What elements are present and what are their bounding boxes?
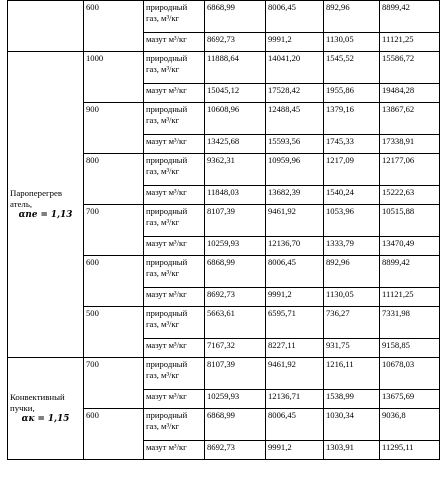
value-cell: 10959,96 <box>266 154 324 186</box>
value-cell: 1745,33 <box>324 135 380 154</box>
value-cell: 1130,05 <box>324 33 380 52</box>
value-cell: 8107,39 <box>205 358 266 390</box>
value-cell: 5663,61 <box>205 307 266 339</box>
value-cell: 1333,79 <box>324 237 380 256</box>
value-cell: 931,75 <box>324 339 380 358</box>
value-cell: 12136,71 <box>266 390 324 409</box>
value-cell: 9991,2 <box>266 441 324 460</box>
value-cell: 7331,98 <box>380 307 440 339</box>
value-cell: 13675,69 <box>380 390 440 409</box>
value-cell: 9461,92 <box>266 205 324 237</box>
value-cell: 8899,42 <box>380 256 440 288</box>
value-cell: 10259,93 <box>205 237 266 256</box>
value-cell: 12488,45 <box>266 103 324 135</box>
table-row <box>8 52 440 84</box>
section-coefficient: αпе = 1,13 <box>18 210 73 220</box>
fuel-label: мазут м³/кг <box>144 186 205 205</box>
value-cell: 8692,73 <box>205 33 266 52</box>
table-row <box>8 1 440 33</box>
fuel-label: мазут м³/кг <box>144 339 205 358</box>
value-cell: 11888,64 <box>205 52 266 84</box>
value-cell: 1030,34 <box>324 409 380 441</box>
value-cell: 1303,91 <box>324 441 380 460</box>
fuel-label: мазут м³/кг <box>144 237 205 256</box>
value-cell: 13470,49 <box>380 237 440 256</box>
value-cell: 8107,39 <box>205 205 266 237</box>
section-name-cell <box>8 1 84 52</box>
value-cell: 9991,2 <box>266 33 324 52</box>
value-cell: 8227,11 <box>266 339 324 358</box>
value-cell: 8692,73 <box>205 441 266 460</box>
fuel-label: природный газ, м³/кг <box>144 358 205 390</box>
temperature-cell: 700 <box>84 205 144 256</box>
temperature-cell: 600 <box>84 409 144 460</box>
value-cell: 6868,99 <box>205 256 266 288</box>
value-cell: 7167,32 <box>205 339 266 358</box>
value-cell: 8899,42 <box>380 1 440 33</box>
value-cell: 1955,86 <box>324 84 380 103</box>
value-cell: 1545,52 <box>324 52 380 84</box>
value-cell: 11295,11 <box>380 441 440 460</box>
temperature-cell: 800 <box>84 154 144 205</box>
value-cell: 9991,2 <box>266 288 324 307</box>
section-name-cell <box>8 52 84 358</box>
value-cell: 14041,20 <box>266 52 324 84</box>
value-cell: 8692,73 <box>205 288 266 307</box>
temperature-cell: 500 <box>84 307 144 358</box>
value-cell: 13425,68 <box>205 135 266 154</box>
value-cell: 17338,91 <box>380 135 440 154</box>
value-cell: 17528,42 <box>266 84 324 103</box>
fuel-label: природный газ, м³/кг <box>144 154 205 186</box>
section-name: Пароперегрев атель, <box>10 188 63 209</box>
temperature-cell: 1000 <box>84 52 144 103</box>
temperature-cell: 600 <box>84 256 144 307</box>
value-cell: 6595,71 <box>266 307 324 339</box>
value-cell: 13682,39 <box>266 186 324 205</box>
section-name: Конвективный пучки, <box>10 392 65 413</box>
value-cell: 8006,45 <box>266 1 324 33</box>
value-cell: 8006,45 <box>266 256 324 288</box>
fuel-label: природный газ, м³/кг <box>144 205 205 237</box>
value-cell: 1379,16 <box>324 103 380 135</box>
value-cell: 10608,96 <box>205 103 266 135</box>
value-cell: 11121,25 <box>380 288 440 307</box>
value-cell: 1053,96 <box>324 205 380 237</box>
fuel-label: мазут м³/кг <box>144 288 205 307</box>
value-cell: 6868,99 <box>205 409 266 441</box>
value-cell: 1217,09 <box>324 154 380 186</box>
value-cell: 15222,63 <box>380 186 440 205</box>
value-cell: 736,27 <box>324 307 380 339</box>
value-cell: 9158,85 <box>380 339 440 358</box>
value-cell: 9461,92 <box>266 358 324 390</box>
temperature-cell: 900 <box>84 103 144 154</box>
value-cell: 1540,24 <box>324 186 380 205</box>
fuel-label: мазут м³/кг <box>144 441 205 460</box>
table-row <box>8 358 440 390</box>
fuel-label: мазут м³/кг <box>144 390 205 409</box>
fuel-label: природный газ, м³/кг <box>144 103 205 135</box>
value-cell: 10678,03 <box>380 358 440 390</box>
fuel-label: природный газ, м³/кг <box>144 1 205 33</box>
value-cell: 6868,99 <box>205 1 266 33</box>
section-coefficient: αк = 1,15 <box>21 414 70 424</box>
value-cell: 19484,28 <box>380 84 440 103</box>
fuel-label: мазут м³/кг <box>144 84 205 103</box>
value-cell: 892,96 <box>324 256 380 288</box>
section-name-cell <box>8 358 84 460</box>
value-cell: 8006,45 <box>266 409 324 441</box>
value-cell: 10515,88 <box>380 205 440 237</box>
enthalpy-table <box>7 0 440 460</box>
value-cell: 1216,11 <box>324 358 380 390</box>
fuel-label: природный газ, м³/кг <box>144 409 205 441</box>
fuel-label: природный газ, м³/кг <box>144 52 205 84</box>
fuel-label: природный газ, м³/кг <box>144 256 205 288</box>
value-cell: 15045,12 <box>205 84 266 103</box>
value-cell: 892,96 <box>324 1 380 33</box>
value-cell: 13867,62 <box>380 103 440 135</box>
value-cell: 15586,72 <box>380 52 440 84</box>
value-cell: 11848,03 <box>205 186 266 205</box>
fuel-label: мазут м³/кг <box>144 135 205 154</box>
value-cell: 1538,99 <box>324 390 380 409</box>
fuel-label: мазут м³/кг <box>144 33 205 52</box>
value-cell: 10259,93 <box>205 390 266 409</box>
value-cell: 9036,8 <box>380 409 440 441</box>
value-cell: 12177,06 <box>380 154 440 186</box>
fuel-label: природный газ, м³/кг <box>144 307 205 339</box>
value-cell: 15593,56 <box>266 135 324 154</box>
value-cell: 9362,31 <box>205 154 266 186</box>
temperature-cell: 700 <box>84 358 144 409</box>
temperature-cell: 600 <box>84 1 144 52</box>
value-cell: 1130,05 <box>324 288 380 307</box>
value-cell: 12136,70 <box>266 237 324 256</box>
value-cell: 11121,25 <box>380 33 440 52</box>
